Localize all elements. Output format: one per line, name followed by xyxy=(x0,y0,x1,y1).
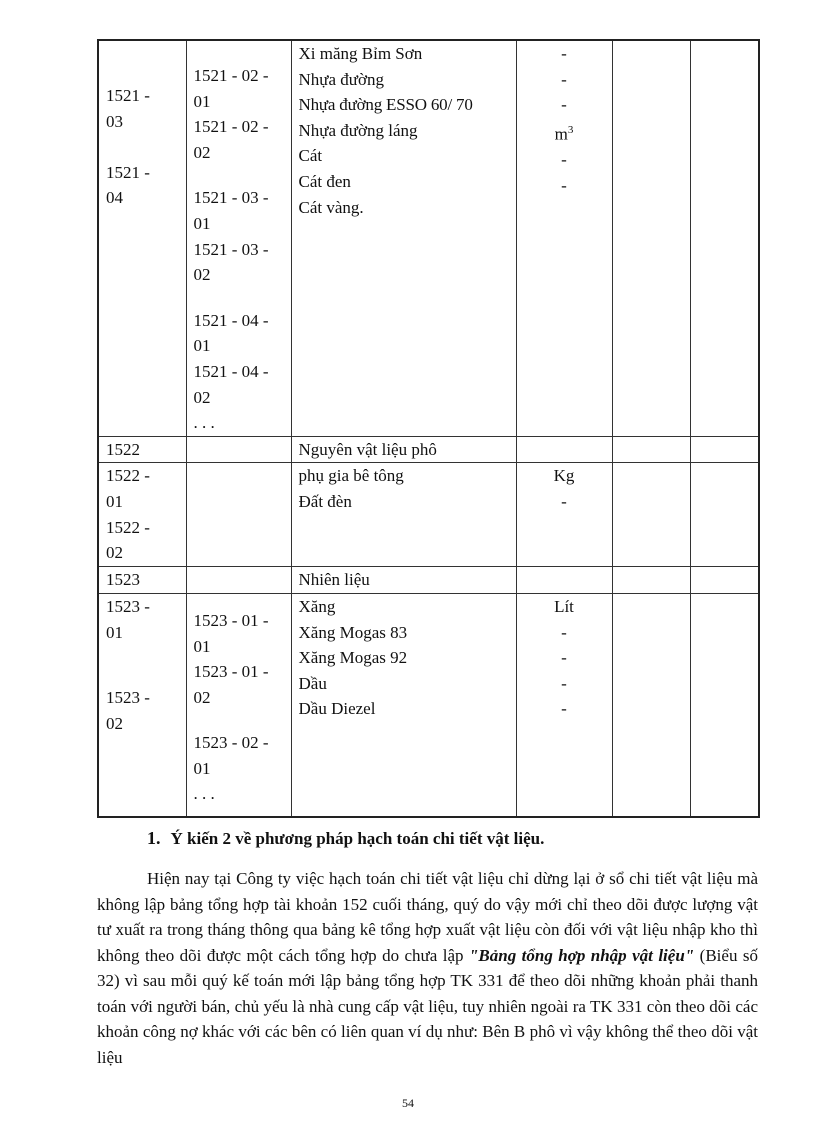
material-name: Xăng Mogas 92 xyxy=(298,648,408,668)
code-line: 03 xyxy=(106,111,123,131)
section-number: 1. xyxy=(147,828,161,848)
code-line: 02 xyxy=(106,713,123,733)
code-line: 04 xyxy=(106,188,123,208)
group-name: Nguyên vật liệu phô xyxy=(298,439,437,459)
code-line: 02 xyxy=(193,687,211,707)
code-line: 1522 - xyxy=(106,466,150,486)
code-line: 1523 - xyxy=(106,596,150,616)
code-line: 1521 - xyxy=(106,162,150,182)
table-row xyxy=(98,567,759,594)
material-name: Dầu xyxy=(298,673,327,693)
material-name: Đất đèn xyxy=(298,491,352,511)
account-code-cell xyxy=(98,40,186,436)
table-row xyxy=(98,593,759,817)
page-number: 54 xyxy=(402,1096,414,1110)
account-code-cell xyxy=(98,567,186,594)
empty-cell xyxy=(690,40,759,436)
subaccount-code-cell xyxy=(186,40,291,436)
code-line: 01 xyxy=(106,491,123,511)
unit-value: - xyxy=(561,95,567,115)
unit-cell xyxy=(516,593,612,817)
code-line: 01 xyxy=(193,91,211,111)
code-line: 01 xyxy=(193,213,211,233)
table-row xyxy=(98,40,759,436)
code-line: 1521 - 04 - xyxy=(193,310,269,330)
unit-value: - xyxy=(561,491,567,511)
unit-value xyxy=(517,118,612,147)
empty-cell xyxy=(690,593,759,817)
account-code-cell xyxy=(98,593,186,817)
empty-cell xyxy=(612,436,690,463)
material-name: Nhựa đường xyxy=(298,69,384,89)
unit-base: m xyxy=(554,124,568,144)
unit-value: - xyxy=(561,699,567,719)
material-name: Cát vàng. xyxy=(298,197,364,217)
code-line: 1521 - xyxy=(106,86,150,105)
code-line: 1521 - 03 - xyxy=(193,239,269,259)
unit-value: - xyxy=(561,44,567,63)
body-paragraph xyxy=(97,866,758,1070)
empty-cell xyxy=(690,463,759,567)
code-line: . . . xyxy=(193,413,215,433)
account-code-cell xyxy=(98,463,186,567)
material-name: Xăng Mogas 83 xyxy=(298,622,408,642)
material-name-cell xyxy=(291,593,516,817)
code-line: 01 xyxy=(106,622,123,642)
unit-cell xyxy=(516,40,612,436)
empty-cell xyxy=(186,567,291,594)
material-name-cell xyxy=(291,436,516,463)
unit-superscript: 3 xyxy=(567,123,574,136)
code-line: 01 xyxy=(193,758,211,778)
code-line: 1523 - 01 - xyxy=(193,662,269,682)
code-line: 02 xyxy=(193,387,211,407)
table-row xyxy=(98,463,759,567)
table-row xyxy=(98,436,759,463)
unit-cell xyxy=(516,463,612,567)
material-name: Nhựa đường láng xyxy=(298,120,418,140)
unit-value: - xyxy=(561,648,567,668)
empty-cell xyxy=(612,593,690,817)
subaccount-code-cell xyxy=(186,593,291,817)
paragraph-text: Hiện nay tại Công ty việc hạch toán chi tiết vật liệu chỉ dừng lại ở sổ chi tiết vật liệu mà không lập bảng tổng hợp tài khoản 152 cuối tháng, quý do vậy mới chỉ theo dõi được lượng vật tư xuất ra trong tháng thông qua bảng kê tổng hợp xuất vật liệu còn đối với vật liệu nhập kho thì không theo dõi được một cách tổng hợp do chưa lập xyxy=(97,869,758,965)
empty-cell xyxy=(690,436,759,463)
code-line: 1522 xyxy=(106,439,140,459)
empty-cell xyxy=(612,40,690,436)
material-name: phụ gia bê tông xyxy=(298,466,404,486)
code-line: 1522 - xyxy=(106,517,150,537)
account-code-cell xyxy=(98,436,186,463)
group-name: Nhiên liệu xyxy=(298,570,370,590)
material-name: Nhựa đường ESSO 60/ 70 xyxy=(298,95,473,115)
paragraph-text: (Biểu số 32) vì sau mỗi quý kế toán mới lập bảng tổng hợp TK 331 để theo dõi những khoản phải thanh toán với người bán, chủ yếu là nhà cung cấp vật liệu, tuy nhiên ngoài ra TK 331 còn theo dõi các khoản công nợ khác với các bên có liên quan ví dụ như: Bên B phô vì vậy không thể theo dõi vật liệu xyxy=(97,945,759,1067)
unit-value: - xyxy=(561,175,567,195)
empty-cell xyxy=(516,436,612,463)
unit-value: Lít xyxy=(554,596,574,616)
code-line: 1521 - 04 - xyxy=(193,361,269,381)
code-line: 1523 - 02 - xyxy=(193,733,269,753)
code-line: 1523 - 01 - xyxy=(193,610,269,630)
code-line: 01 xyxy=(193,636,211,656)
code-line: 02 xyxy=(106,543,123,563)
material-name-cell xyxy=(291,40,516,436)
unit-value: - xyxy=(561,673,567,693)
code-line: 01 xyxy=(193,336,211,356)
empty-cell xyxy=(186,463,291,567)
material-name: Dầu Diezel xyxy=(298,699,376,719)
code-line: 1521 - 02 - xyxy=(193,66,269,85)
code-line: 1521 - 02 - xyxy=(193,117,269,137)
code-line: 1521 - 03 - xyxy=(193,188,269,208)
unit-value: - xyxy=(561,69,567,89)
unit-value: - xyxy=(561,150,567,170)
paragraph-emphasis: "Bảng tổng hợp nhập vật liệu" xyxy=(468,945,695,965)
materials-table xyxy=(97,39,760,818)
code-line: 1523 xyxy=(106,570,140,590)
empty-cell xyxy=(690,567,759,594)
empty-cell xyxy=(612,463,690,567)
section-title: Ý kiến 2 về phương pháp hạch toán chi tiết vật liệu. xyxy=(170,829,545,848)
material-name-cell xyxy=(291,567,516,594)
material-name: Xi măng Bỉm Sơn xyxy=(298,44,423,63)
code-line: 02 xyxy=(193,265,211,285)
empty-cell xyxy=(516,567,612,594)
material-name-cell xyxy=(291,463,516,567)
section-heading xyxy=(147,828,544,849)
empty-cell xyxy=(612,567,690,594)
unit-value: Kg xyxy=(553,466,575,486)
material-name: Cát xyxy=(298,146,323,166)
material-name: Cát đen xyxy=(298,171,351,191)
code-line: . . . xyxy=(193,784,215,804)
code-line: 1523 - xyxy=(106,688,150,708)
code-line: 02 xyxy=(193,142,211,162)
empty-cell xyxy=(186,436,291,463)
material-name: Xăng xyxy=(298,596,336,616)
unit-value: - xyxy=(561,622,567,642)
